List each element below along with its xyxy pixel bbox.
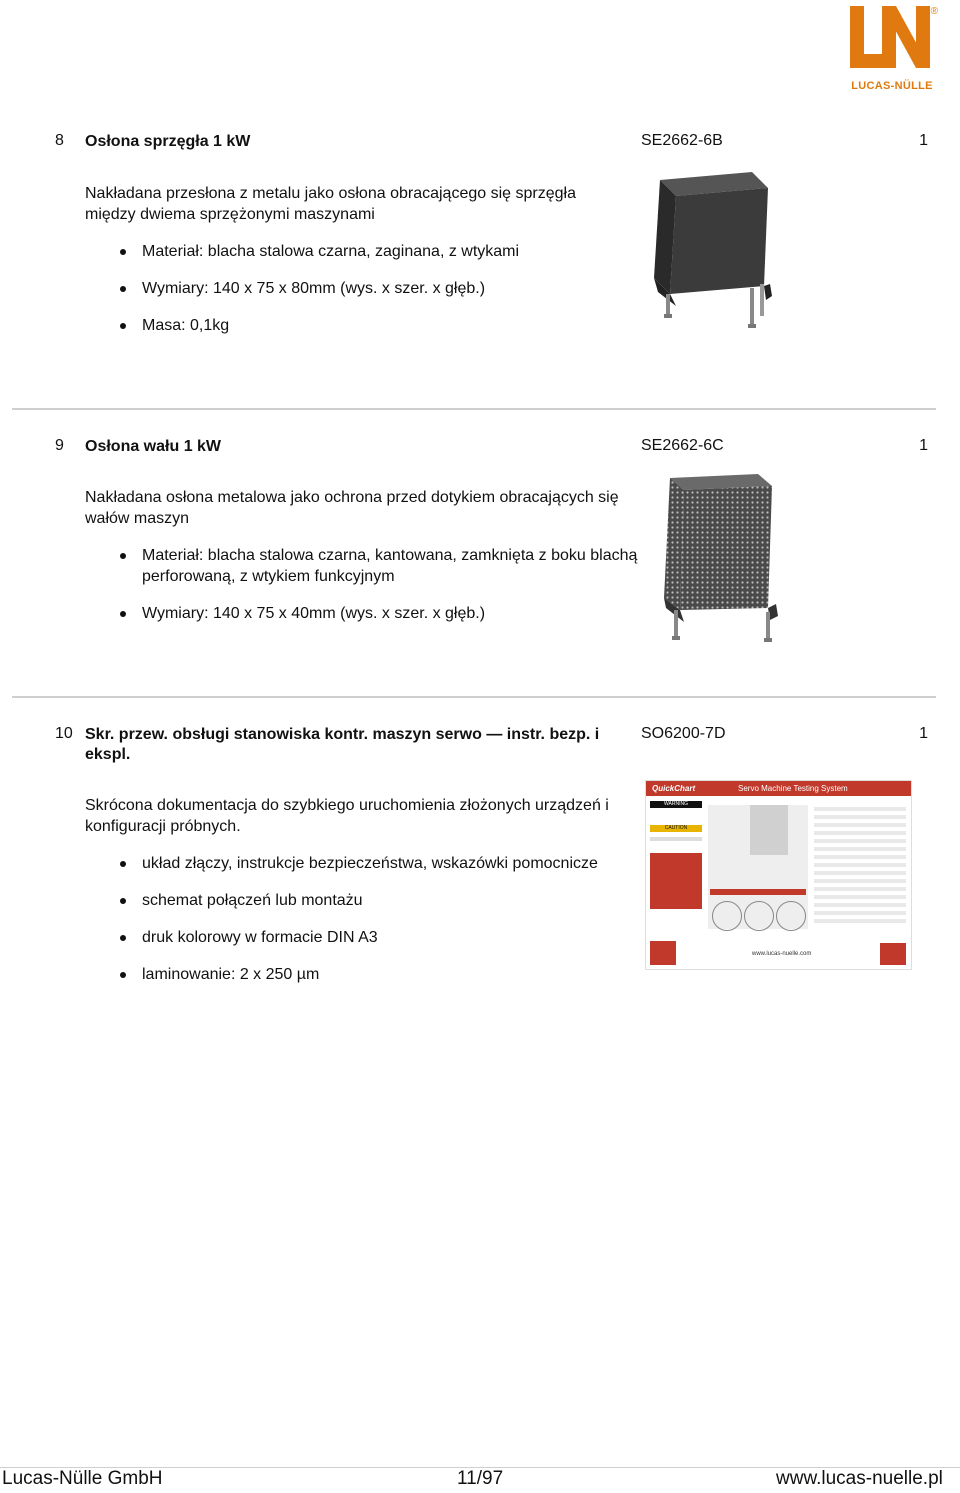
bullet-item: Materiał: blacha stalowa czarna, kantowana, zamknięta z boku blachą perforowaną, z wtykiem funkcyjnym: [120, 545, 640, 587]
quickchart-header-left: QuickChart: [652, 784, 696, 793]
quickchart-warning: WARNING: [650, 801, 702, 808]
quickchart-red-strip: [710, 889, 806, 895]
shaft-guard-icon: [640, 470, 785, 650]
item-bullet-list: [120, 853, 640, 1001]
item-quantity: 1: [919, 132, 928, 149]
bullet-item: układ złączy, instrukcje bezpieczeństwa, wskazówki pomocnicze: [120, 853, 640, 874]
item-description: Nakładana przesłona z metalu jako osłona obracającego się sprzęgła między dwiema sprzężonymi maszynami: [85, 185, 576, 223]
item-description: Nakładana osłona metalowa jako ochrona przed dotykiem obracających się wałów maszyn: [85, 489, 619, 527]
item-number: 8: [55, 132, 64, 149]
quickchart-logo: [650, 941, 676, 965]
item-description: Skrócona dokumentacja do szybkiego uruchomienia złożonych urządzeń i konfiguracji próbnych.: [85, 797, 609, 835]
item-title: Skr. przew. obsługi stanowiska kontr. maszyn serwo — instr. bezp. i ekspl.: [85, 726, 600, 763]
footer-website: www.lucas-nuelle.pl: [776, 1468, 943, 1489]
quickchart-motor-3: [776, 901, 806, 931]
quickchart-header: [646, 781, 911, 796]
quickchart-text-block: [650, 837, 702, 841]
item-quantity: 1: [919, 725, 928, 742]
footer-company: Lucas-Nülle GmbH: [2, 1468, 163, 1489]
quickchart-thumbnail: [645, 780, 912, 970]
registered-mark: ®: [930, 6, 938, 17]
item-title: Osłona sprzęgła 1 kW: [85, 133, 251, 150]
bullet-item: Materiał: blacha stalowa czarna, zaginana, z wtykami: [120, 241, 640, 262]
bullet-item: Wymiary: 140 x 75 x 40mm (wys. x szer. x głęb.): [120, 603, 640, 624]
bullet-item: Wymiary: 140 x 75 x 80mm (wys. x szer. x głęb.): [120, 278, 640, 299]
quickchart-motor-1: [712, 901, 742, 931]
quickchart-motor-2: [744, 901, 774, 931]
item-title: Osłona wału 1 kW: [85, 438, 222, 455]
bullet-item: laminowanie: 2 x 250 µm: [120, 964, 640, 985]
coupling-guard-image: [640, 166, 780, 336]
item-bullet-list: [120, 545, 640, 640]
quickchart-url: www.lucas-nuelle.com: [752, 951, 812, 957]
item-bullet-list: [120, 241, 640, 352]
item-number: 9: [55, 437, 64, 454]
quickchart-badge: [880, 943, 906, 965]
brand-logo: [846, 4, 938, 96]
coupling-guard-icon: [640, 166, 780, 336]
item-code: SO6200-7D: [641, 725, 726, 742]
item-number: 10: [55, 725, 73, 742]
shaft-guard-image: [640, 470, 785, 650]
bullet-item: Masa: 0,1kg: [120, 315, 640, 336]
section-divider: [12, 408, 936, 410]
ln-logo-icon: [846, 4, 938, 78]
item-quantity: 1: [919, 437, 928, 454]
brand-name: LUCAS-NÜLLE: [851, 80, 933, 92]
quickchart-caution: CAUTION: [650, 825, 702, 832]
section-divider: [12, 696, 936, 698]
item-code: SE2662-6B: [641, 132, 723, 149]
item-code: SE2662-6C: [641, 437, 724, 454]
quickchart-device-image: [750, 805, 788, 855]
bullet-item: druk kolorowy w formacie DIN A3: [120, 927, 640, 948]
footer-page-number: 11/97: [457, 1468, 504, 1489]
quickchart-red-panel: [650, 853, 702, 909]
quickchart-header-right: Servo Machine Testing System: [738, 784, 848, 793]
quickchart-table: [814, 803, 906, 927]
bullet-item: schemat połączeń lub montażu: [120, 890, 640, 911]
